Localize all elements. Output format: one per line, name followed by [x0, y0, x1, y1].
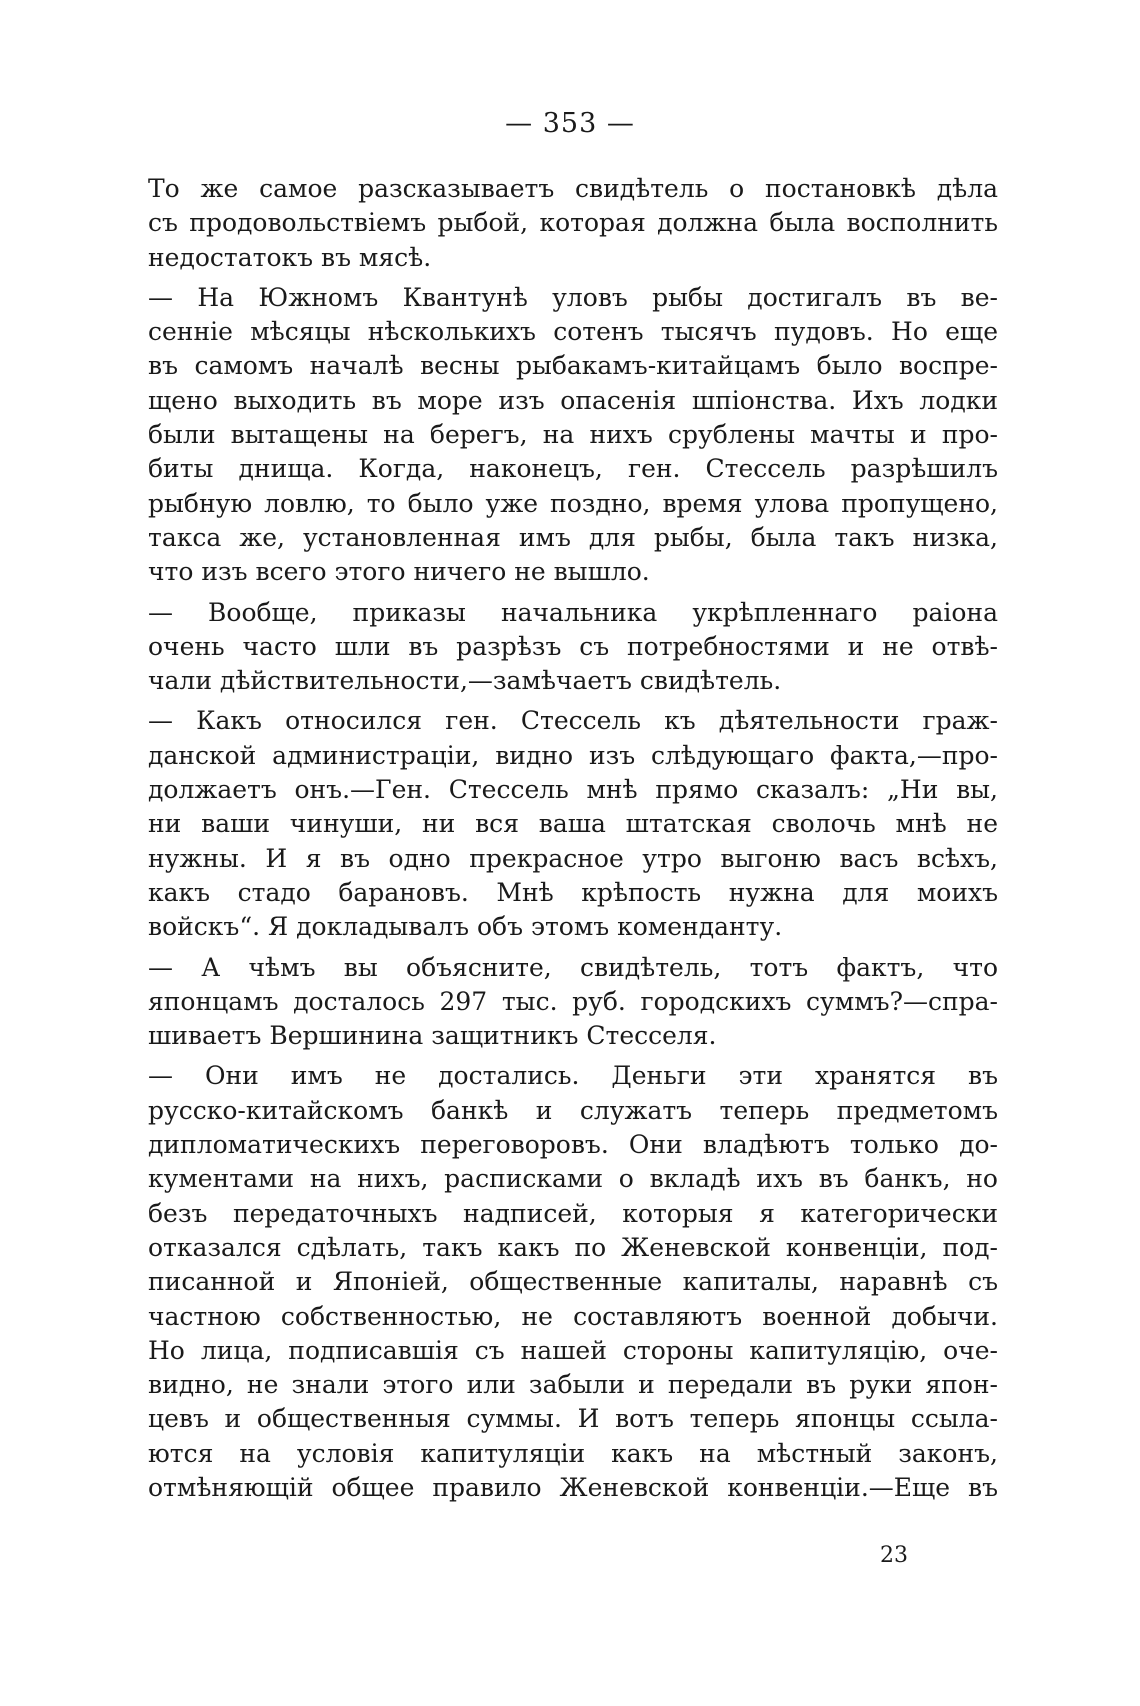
text-line: шиваетъ Вершинина защитникъ Стесселя. — [148, 1021, 717, 1051]
text-line: безъ передаточныхъ надписей, которыя я категорически — [148, 1198, 998, 1228]
page-number: — 353 — — [505, 108, 635, 139]
text-line: кументами на нихъ, расписками о вкладѣ ихъ въ банкъ, но — [148, 1164, 998, 1194]
text-line: отказался сдѣлать, такъ какъ по Женевской конвенціи, под- — [148, 1232, 998, 1262]
text-line: что изъ всего этого ничего не вышло. — [148, 557, 650, 587]
paragraph — [148, 704, 998, 944]
text-line: ются на условія капитуляціи какъ на мѣстный законъ, — [148, 1438, 998, 1468]
paragraph — [148, 596, 998, 699]
paragraph — [148, 1059, 998, 1505]
text-line: — Какъ относился ген. Стессель къ дѣятельности граж- — [148, 706, 998, 736]
text-line: видно, не знали этого или забыли и передали въ руки япон- — [148, 1370, 998, 1400]
text-line: щено выходить въ море изъ опасенія шпіонства. Ихъ лодки — [148, 385, 998, 415]
text-line: — Они имъ не достались. Деньги эти хранятся въ — [148, 1061, 998, 1091]
text-line: войскъ“. Я докладывалъ объ этомъ коменданту. — [148, 912, 783, 942]
text-line: такса же, установленная имъ для рыбы, была такъ низка, — [148, 522, 998, 552]
text-line: японцамъ досталось 297 тыс. руб. городскихъ суммъ?—спра- — [148, 986, 998, 1016]
text-line: въ самомъ началѣ весны рыбакамъ-китайцамъ было воспре- — [148, 351, 998, 381]
text-line: биты днища. Когда, наконецъ, ген. Стессель разрѣшилъ — [148, 454, 998, 484]
paragraph — [148, 951, 998, 1054]
text-line: дипломатическихъ переговоровъ. Они владѣютъ только до- — [148, 1130, 998, 1160]
text-line: — На Южномъ Квантунѣ уловъ рыбы достигалъ въ ве- — [148, 282, 998, 312]
text-line: русско-китайскомъ банкѣ и служатъ теперь предметомъ — [148, 1095, 998, 1125]
text-line: недостатокъ въ мясѣ. — [148, 242, 432, 272]
text-line: частною собственностью, не составляютъ военной добычи. — [148, 1301, 998, 1331]
text-line: Но лица, подписавшія съ нашей стороны капитуляцію, оче- — [148, 1335, 998, 1365]
text-line: — Вообще, приказы начальника укрѣпленнаго раіона — [148, 597, 998, 627]
text-line: сенніе мѣсяцы нѣсколькихъ сотенъ тысячъ пудовъ. Но еще — [148, 317, 998, 347]
text-line: должаетъ онъ.—Ген. Стессель мнѣ прямо сказалъ: „Ни вы, — [148, 775, 998, 805]
text-line: очень часто шли въ разрѣзъ съ потребностями и не отвѣ- — [148, 631, 998, 661]
text-line: чали дѣйствительности,—замѣчаетъ свидѣтель. — [148, 666, 782, 696]
signature-mark: 23 — [880, 1543, 908, 1568]
paragraph — [148, 172, 998, 275]
text-line: ни ваши чинуши, ни вся ваша штатская сволочь мнѣ не — [148, 809, 998, 839]
text-line: данской администраціи, видно изъ слѣдующаго факта,—про- — [148, 740, 998, 770]
text-line: были вытащены на берегъ, на нихъ срублены мачты и про- — [148, 420, 998, 450]
text-line: отмѣняющій общее правило Женевской конвенціи.—Еще въ — [148, 1472, 998, 1502]
text-line: — А чѣмъ вы объясните, свидѣтель, тотъ фактъ, что — [148, 952, 998, 982]
text-line: писанной и Японіей, общественные капиталы, наравнѣ съ — [148, 1267, 998, 1297]
text-line: какъ стадо барановъ. Мнѣ крѣпость нужна для моихъ — [148, 877, 998, 907]
text-line: рыбную ловлю, то было уже поздно, время улова пропущено, — [148, 488, 998, 518]
text-line: съ продовольствіемъ рыбой, которая должна была восполнить — [148, 208, 998, 238]
body-text — [148, 172, 998, 1511]
text-line: нужны. И я въ одно прекрасное утро выгоню васъ всѣхъ, — [148, 843, 998, 873]
text-line: То же самое разсказываетъ свидѣтель о постановкѣ дѣла — [148, 174, 998, 203]
paragraph — [148, 281, 998, 590]
text-line: цевъ и общественныя суммы. И вотъ теперь японцы ссыла- — [148, 1404, 998, 1434]
